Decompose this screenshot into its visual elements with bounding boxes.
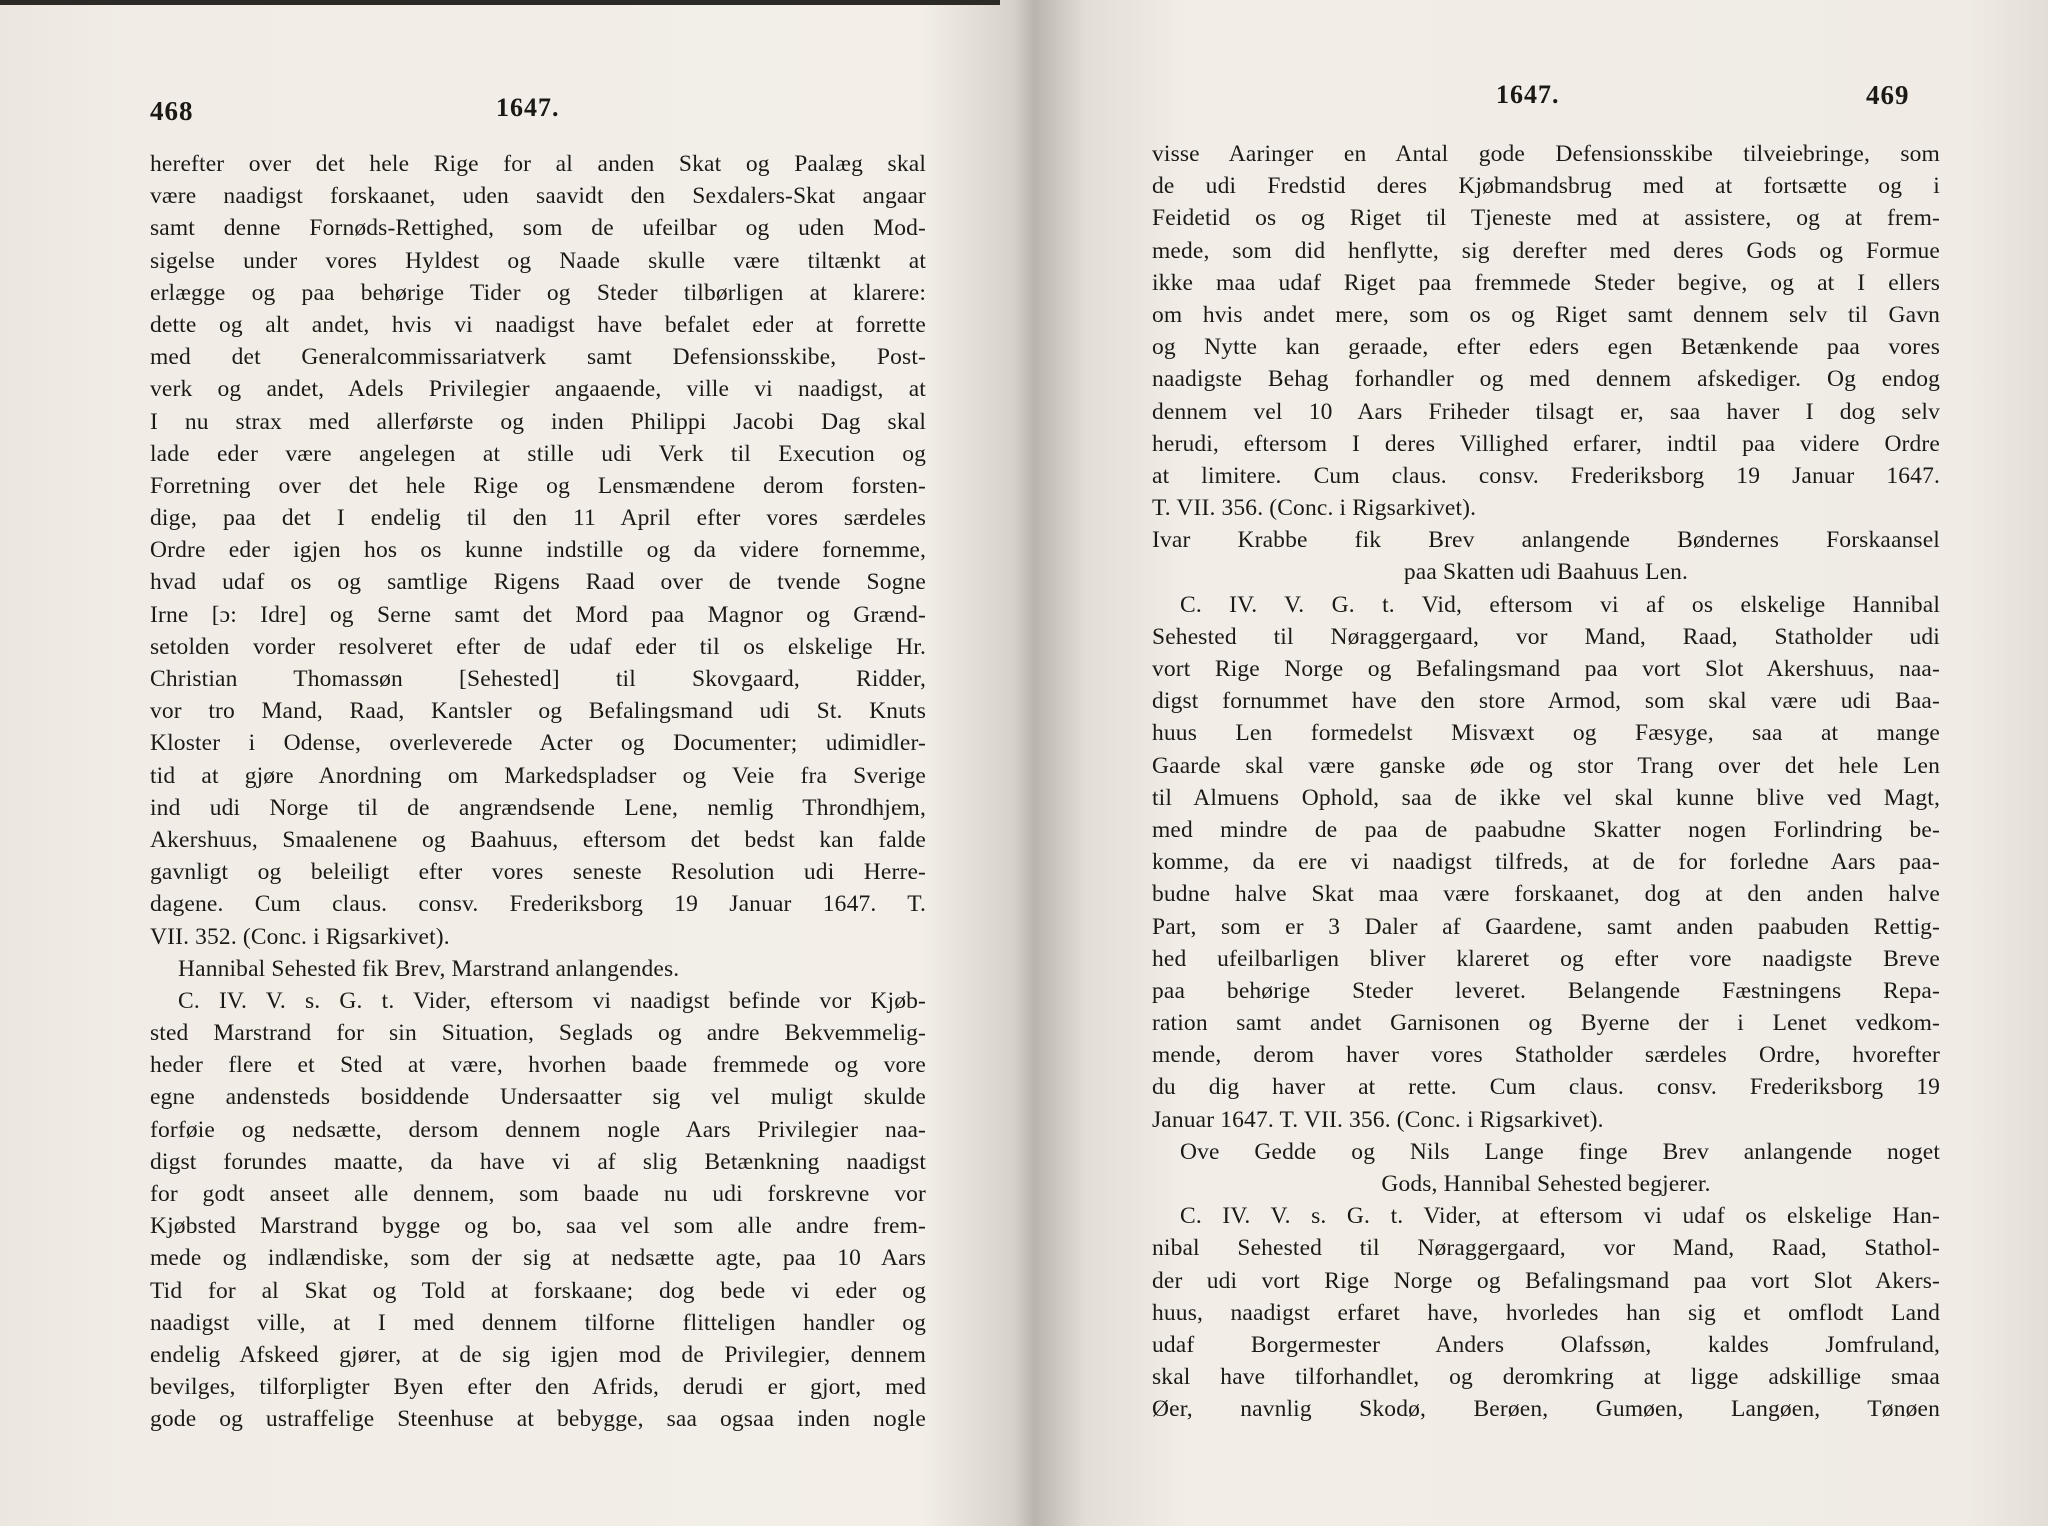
text-line: til Almuens Ophold, saa de ikke vel skal kunne blive ved Magt,: [1152, 784, 1940, 811]
text-line: komme, da ere vi naadigst tilfreds, at de for forledne Aars paa-: [1152, 849, 1940, 876]
text-line: egne andensteds bosiddende Undersaatter sig vel muligt skulde: [150, 1084, 926, 1111]
text-line: erlægge og paa behørige Tider og Steder tilbørligen at klarere:: [150, 279, 926, 306]
entry-heading: Gods, Hannibal Sehested begjerer.: [1381, 1171, 1711, 1197]
text-line: naadigst ville, at I med dennem tilforne flitteligen handler og: [150, 1309, 926, 1336]
text-line: Januar 1647. T. VII. 356. (Conc. i Rigsarkivet).: [1152, 1106, 1604, 1133]
text-line: Gaarde skal være ganske øde og stor Trang over det hele Len: [1152, 752, 1940, 779]
text-line: med det Generalcommissariatverk samt Defensionsskibe, Post-: [150, 344, 926, 371]
text-line: Ordre eder igjen hos os kunne indstille og da videre fornemme,: [150, 537, 926, 564]
text-line: samt denne Fornøds-Rettighed, som de ufeilbar og uden Mod-: [150, 215, 926, 242]
text-line: om hvis andet mere, som os og Riget samt dennem selv til Gavn: [1152, 301, 1940, 328]
text-line: Tid for al Skat og Told at forskaane; dog bede vi eder og: [150, 1277, 926, 1304]
text-line: gavnligt og beleiligt efter vores seneste Resolution udi Herre-: [150, 859, 926, 886]
left-running-head: 1647.: [496, 93, 560, 122]
text-line: hed ufeilbarligen bliver klareret og efter vore naadigste Breve: [1152, 945, 1940, 972]
text-line: C. IV. V. s. G. t. Vider, eftersom vi naadigst befinde vor Kjøb-: [178, 987, 926, 1014]
text-line: C. IV. V. G. t. Vid, eftersom vi af os elskelige Hannibal: [1180, 591, 1940, 618]
left-page-number: 468: [150, 96, 194, 126]
text-line: I nu strax med allerførste og inden Philippi Jacobi Dag skal: [150, 408, 926, 435]
text-line: dagene. Cum claus. consv. Frederiksborg 19 Januar 1647. T.: [150, 891, 926, 918]
left-page: [0, 0, 1020, 1526]
text-line: Kloster i Odense, overleverede Acter og Documenter; udimidler-: [150, 730, 926, 757]
text-line: Øer, navnlig Skodø, Berøen, Gumøen, Langøen, Tønøen: [1152, 1396, 1940, 1423]
text-line: være naadigst forskaanet, uden saavidt den Sexdalers-Skat angaar: [150, 183, 926, 210]
text-line: Kjøbsted Marstrand bygge og bo, saa vel som alle andre frem-: [150, 1213, 926, 1240]
text-line: huus, naadigst erfaret have, hvorledes han sig et omflodt Land: [1152, 1299, 1940, 1326]
text-line: ikke maa udaf Riget paa fremmede Steder begive, og at I ellers: [1152, 269, 1940, 296]
text-line: paa behørige Steder leveret. Belangende Fæstningens Repa-: [1152, 977, 1940, 1004]
text-line: visse Aaringer en Antal gode Defensionsskibe tilveiebringe, som: [1152, 141, 1940, 167]
text-line: T. VII. 356. (Conc. i Rigsarkivet).: [1152, 495, 1477, 522]
text-line: digst fornummet have den store Armod, som skal være udi Baa-: [1152, 688, 1940, 715]
text-line: mede og indlændiske, som der sig at nedsætte agte, paa 10 Aars: [150, 1245, 926, 1272]
text-line: digst forundes maatte, da have vi af slig Betænkning naadigst: [150, 1148, 926, 1175]
text-line: Feidetid os og Riget til Tjeneste med at assistere, og at frem-: [1152, 205, 1940, 232]
text-line: de udi Fredstid deres Kjøbmandsbrug med at fortsætte og i: [1152, 173, 1940, 200]
text-line: Irne [ɔ: Idre] og Serne samt det Mord paa Magnor og Grænd-: [150, 601, 926, 628]
text-line: mede, som did henflytte, sig derefter med deres Gods og Formue: [1152, 237, 1940, 264]
text-line: herudi, eftersom I deres Villighed erfarer, indtil paa videre Ordre: [1152, 430, 1940, 457]
right-running-head: 1647.: [1496, 80, 1560, 109]
text-line: mende, derom haver vores Statholder særdeles Ordre, hvorefter: [1152, 1042, 1940, 1069]
right-page-number: 469: [1866, 80, 1910, 110]
text-line: udaf Borgermester Anders Olafssøn, kaldes Jomfruland,: [1152, 1331, 1940, 1358]
entry-heading: Hannibal Sehested fik Brev, Marstrand anlangendes.: [178, 955, 680, 982]
text-line: du dig haver at rette. Cum claus. consv. Frederiksborg 19: [1152, 1074, 1940, 1101]
text-line: setolden vorder resolveret efter de udaf eder til os elskelige Hr.: [150, 633, 926, 660]
text-line: huus Len formedelst Misvæxt og Fæsyge, saa at mange: [1152, 720, 1940, 747]
text-line: dennem vel 10 Aars Friheder tilsagt er, saa haver I dog selv: [1152, 398, 1940, 425]
text-line: med mindre de paa de paabudne Skatter nogen Forlindring be-: [1152, 816, 1940, 843]
entry-heading: Ove Gedde og Nils Lange finge Brev anlangende noget: [1180, 1138, 1940, 1165]
text-line: vort Rige Norge og Befalingsmand paa vort Slot Akershuus, naa-: [1152, 656, 1940, 682]
text-line: at limitere. Cum claus. consv. Frederiksborg 19 Januar 1647.: [1152, 462, 1940, 489]
text-line: sted Marstrand for sin Situation, Seglads og andre Bekvemmelig-: [150, 1020, 926, 1047]
text-line: VII. 352. (Conc. i Rigsarkivet).: [150, 923, 450, 950]
text-line: for godt anseet alle dennem, som baade nu udi forskrevne vor: [150, 1181, 926, 1207]
right-text-block: [1152, 138, 1940, 1426]
text-line: bevilges, tilforpligter Byen efter den Afrids, derudi er gjort, med: [150, 1374, 926, 1401]
text-line: nibal Sehested til Nøraggergaard, vor Mand, Raad, Stathol-: [1152, 1235, 1940, 1262]
text-line: gode og ustraffelige Steenhuse at bebygge, saa ogsaa inden nogle: [150, 1406, 926, 1433]
text-line: dette og alt andet, hvis vi naadigst have befalet eder at forrette: [150, 311, 926, 338]
text-line: tid at gjøre Anordning om Markedspladser og Veie fra Sverige: [150, 762, 926, 789]
entry-heading: Ivar Krabbe fik Brev anlangende Bøndernes Forskaansel: [1152, 527, 1940, 554]
text-line: og Nytte kan geraade, efter eders egen Betænkende paa vores: [1152, 334, 1940, 361]
text-line: lade eder være angelegen at stille udi Verk til Execution og: [150, 440, 926, 467]
text-line: Akershuus, Smaalenene og Baahuus, eftersom det bedst kan falde: [150, 826, 926, 853]
text-line: naadigste Behag forhandler og med dennem afskediger. Og endog: [1152, 366, 1940, 393]
left-text-block: [150, 148, 926, 1436]
text-line: Part, som er 3 Daler af Gaardene, samt anden paabuden Rettig-: [1152, 913, 1940, 940]
text-line: heder flere et Sted at være, hvorhen baade fremmede og vore: [150, 1052, 926, 1079]
text-line: ration samt andet Garnisonen og Byerne der i Lenet vedkom-: [1152, 1010, 1940, 1037]
text-line: Christian Thomassøn [Sehested] til Skovgaard, Ridder,: [150, 666, 926, 692]
text-line: Sehested til Nøraggergaard, vor Mand, Raad, Statholder udi: [1152, 623, 1940, 650]
text-line: herefter over det hele Rige for al anden Skat og Paalæg skal: [150, 151, 926, 177]
text-line: endelig Afskeed gjører, at de sig igjen mod de Privilegier, dennem: [150, 1341, 926, 1368]
entry-heading: paa Skatten udi Baahuus Len.: [1403, 559, 1689, 586]
text-line: forføie og nedsætte, dersom dennem nogle Aars Privilegier naa-: [150, 1116, 926, 1143]
text-line: dige, paa det I endelig til den 11 April efter vores særdeles: [150, 505, 926, 532]
text-line: ind udi Norge til de angrændsende Lene, nemlig Throndhjem,: [150, 794, 926, 821]
text-line: skal have tilforhandlet, og deromkring at ligge adskillige smaa: [1152, 1364, 1940, 1391]
text-line: hvad udaf os og samtlige Rigens Raad over de tvende Sogne: [150, 569, 926, 596]
text-line: C. IV. V. s. G. t. Vider, at eftersom vi udaf os elskelige Han-: [1180, 1203, 1940, 1230]
text-line: budne halve Skat maa være forskaanet, dog at den anden halve: [1152, 881, 1940, 908]
text-line: vor tro Mand, Raad, Kantsler og Befalingsmand udi St. Knuts: [150, 698, 926, 725]
text-line: der udi vort Rige Norge og Befalingsmand paa vort Slot Akers-: [1152, 1267, 1940, 1294]
right-page: [1020, 0, 2048, 1526]
text-line: sigelse under vores Hyldest og Naade skulle være tiltænkt at: [150, 247, 926, 274]
text-line: verk og andet, Adels Privilegier angaaende, ville vi naadigst, at: [150, 376, 926, 403]
text-line: Forretning over det hele Rige og Lensmændene derom forsten-: [150, 472, 926, 499]
